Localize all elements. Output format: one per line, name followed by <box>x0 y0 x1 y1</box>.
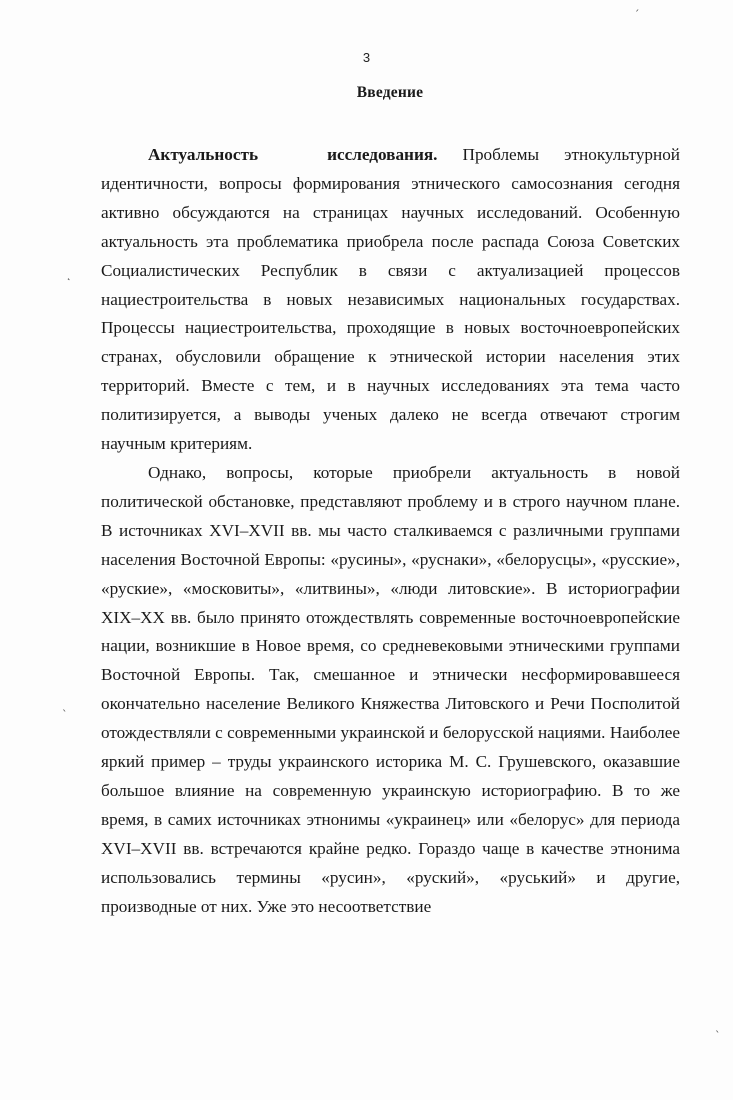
paragraph-body: Однако, вопросы, которые приобрели актуальность в новой политической обстановке, представляют проблему и в строго научном плане. В источниках XVI–XVII вв. мы часто сталкиваемся с различными группами населения Восточной Европы: «русины», «руснаки», «белорусцы», «русские», «руские», «московиты», «литвины», «люди литовские». В историографии XIX–XX вв. было принято отождествлять современные восточноевропейские нации, возникшие в Новое время, со средневековыми этническими группами Восточной Европы. Так, смешанное и этнически несформировавшееся окончательно население Великого Княжества Литовского и Речи Посполитой отождествляли с современными украинской и белорусской нациями. Наиболее яркий пример – труды украинского историка М. С. Грушевского, оказавшие большое влияние на современную украинскую историографию. В то же время, в самих источниках этнонимы «украинец» или «белорус» для периода XVI–XVII вв. встречаются крайне редко. Гораздо чаще в качестве этнонима использовались термины «русин», «руский», «руський» и другие, производные от них. Уже это несоответствие <box>101 462 680 916</box>
body-text <box>101 141 680 921</box>
paragraph-body: Проблемы этнокультурной идентичности, вопросы формирования этнического самосознания сегодня активно обсуждаются на страницах научных исследований. Особенную актуальность эта проблематика приобрела после распада Союза Советских Социалистических Республик в связи с актуализацией процессов нациестроительства в новых независимых национальных государствах. Процессы нациестроительства, проходящие в новых восточноевропейских странах, обусловили обращение к этнической истории населения этих территорий. Вместе с тем, и в научных исследованиях эта тема часто политизируется, а выводы ученых далеко не всегда отвечают строгим научным критериям. <box>101 145 680 454</box>
scan-mark: ˊ <box>634 8 640 21</box>
scan-mark: ˋ <box>62 708 68 721</box>
scan-mark: ˎ <box>715 1020 721 1033</box>
paragraph-relevance <box>101 141 680 459</box>
section-heading: Введение <box>356 84 424 101</box>
paragraph-lead-title: Актуальность исследования. <box>148 145 438 164</box>
scan-mark: ˛ <box>66 268 72 281</box>
page-number: 3 <box>362 50 371 65</box>
paragraph-however <box>101 459 680 922</box>
